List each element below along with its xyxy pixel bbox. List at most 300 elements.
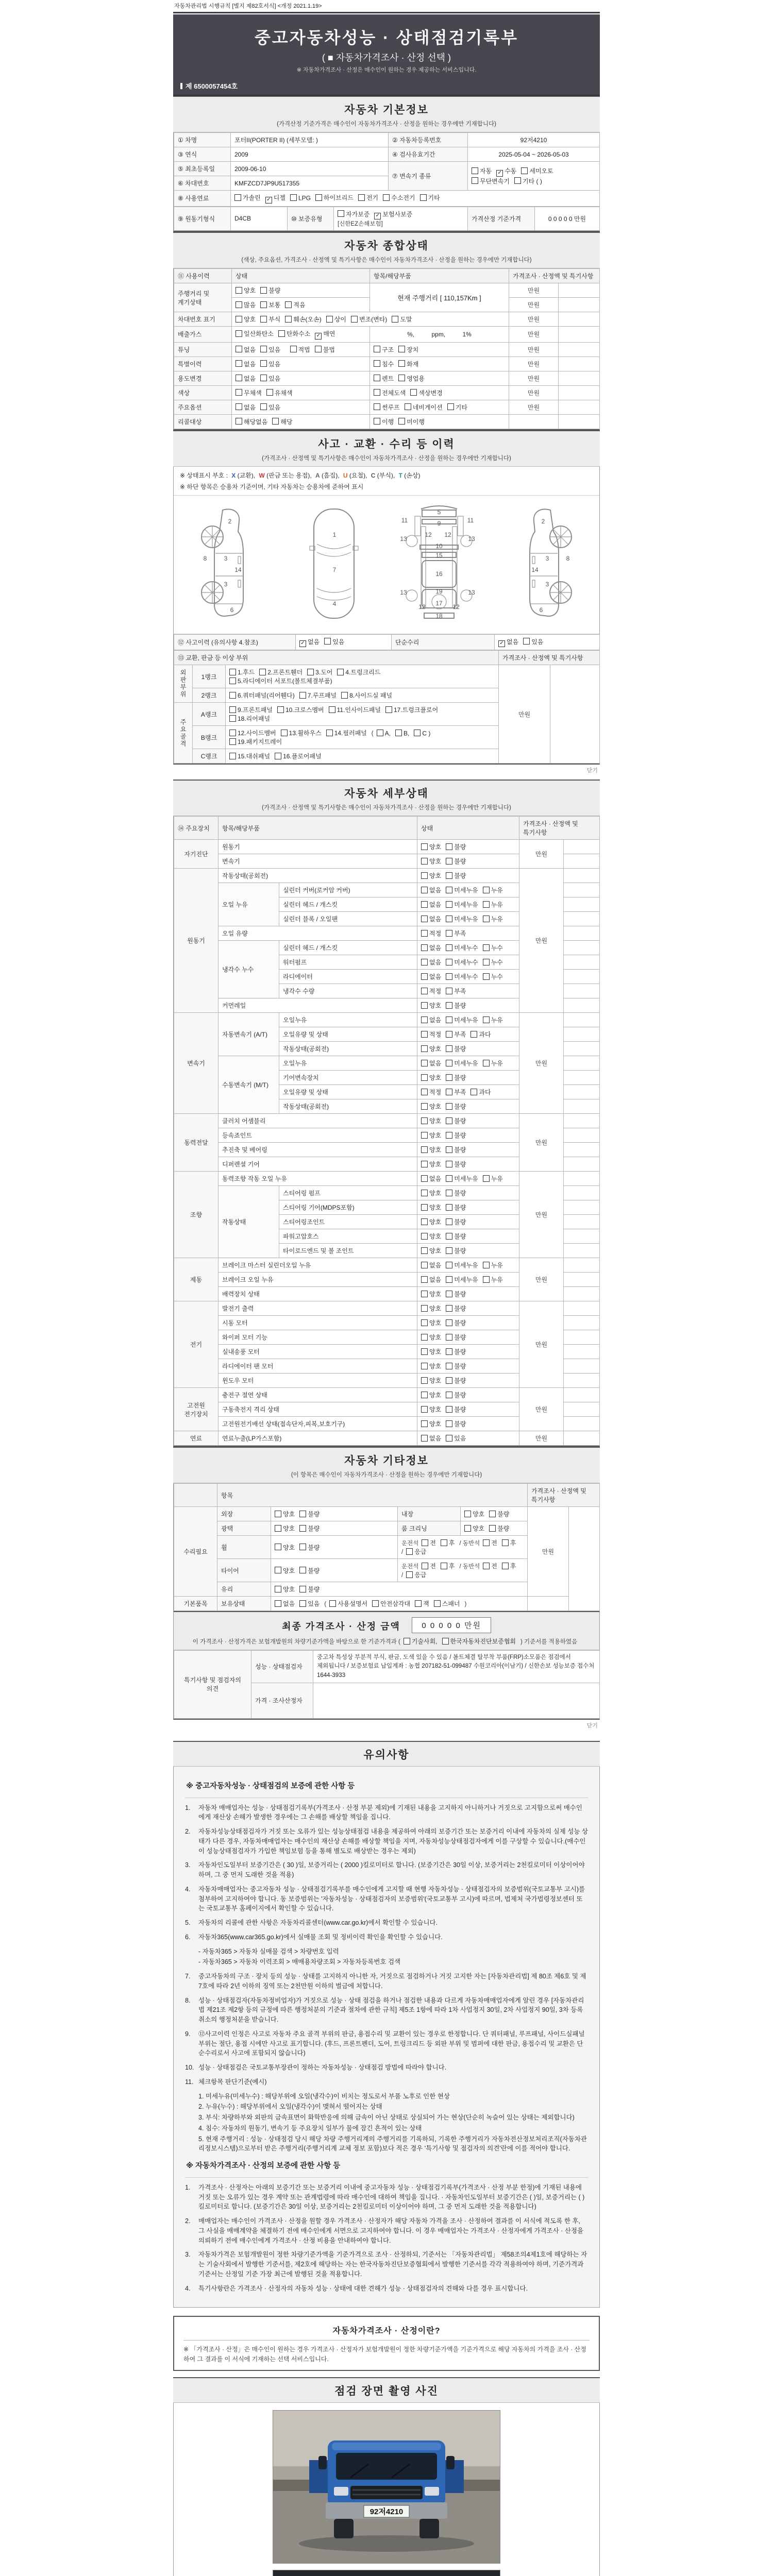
checkbox-기술사회,[interactable] bbox=[404, 1638, 410, 1645]
checkbox-2.프론트휀더[interactable] bbox=[259, 669, 266, 675]
checkbox-있음[interactable] bbox=[523, 638, 530, 645]
checkbox-불량[interactable] bbox=[446, 1392, 452, 1398]
checkbox-불량[interactable] bbox=[446, 1103, 452, 1110]
checkbox-누유[interactable] bbox=[483, 901, 490, 908]
notice-item-number: 1. bbox=[185, 2183, 191, 2191]
checkbox-후[interactable] bbox=[441, 1539, 447, 1546]
checkbox-양호[interactable] bbox=[421, 1132, 428, 1139]
checkbox-매연[interactable]: ✓ bbox=[315, 333, 322, 340]
checkbox-구조[interactable] bbox=[374, 346, 380, 352]
checkbox-양호[interactable] bbox=[421, 1161, 428, 1167]
checkbox-양호[interactable] bbox=[421, 1103, 428, 1110]
remark-cell bbox=[564, 897, 600, 912]
checkbox-양호[interactable] bbox=[275, 1525, 281, 1532]
checkbox-불량[interactable] bbox=[446, 1190, 452, 1196]
checkbox-5.라디에이터 서포트(볼트체결부품)[interactable] bbox=[229, 677, 236, 684]
document-number: 제 6500057454호 bbox=[180, 81, 593, 91]
checkbox-양호[interactable] bbox=[421, 1420, 428, 1427]
checkbox-8.사이드실 패널[interactable] bbox=[341, 692, 348, 699]
checkbox-option bbox=[229, 737, 282, 746]
item-group-label: 작동상태 bbox=[219, 1186, 279, 1258]
checkbox-장치[interactable] bbox=[398, 346, 405, 352]
checkbox-option bbox=[285, 315, 321, 324]
exterior-options bbox=[271, 1507, 398, 1521]
checkbox-불량[interactable] bbox=[446, 843, 452, 850]
notice-item-number: 9. bbox=[185, 2030, 191, 2038]
item-label: 스티어링 기어(MDPS포함) bbox=[279, 1200, 417, 1215]
checkbox-option bbox=[299, 1599, 320, 1608]
checkbox-양호[interactable] bbox=[421, 1204, 428, 1211]
legend-desc: (부식), bbox=[375, 471, 397, 479]
price-cell: 만원 bbox=[519, 1388, 564, 1431]
checkbox-적정[interactable] bbox=[421, 930, 428, 937]
checkbox-양호[interactable] bbox=[421, 1117, 428, 1124]
checkbox-불량[interactable] bbox=[299, 1586, 306, 1592]
checkbox-양호[interactable] bbox=[275, 1567, 281, 1573]
checkbox-사용설명서[interactable] bbox=[329, 1600, 336, 1607]
checkbox-양호[interactable] bbox=[421, 858, 428, 865]
checkbox-불량[interactable] bbox=[446, 872, 452, 879]
usage-change-options bbox=[232, 371, 370, 385]
checkbox-option bbox=[421, 1261, 441, 1269]
checkbox-option bbox=[421, 900, 441, 909]
checkbox-label: 누유 bbox=[491, 1060, 503, 1067]
checkbox-LPG[interactable] bbox=[290, 194, 297, 201]
legend-desc: (판금 또는 용접), bbox=[264, 471, 314, 479]
checkbox-불량[interactable] bbox=[446, 1247, 452, 1254]
checkbox-미세누수[interactable] bbox=[446, 944, 452, 951]
checkbox-미세누유[interactable] bbox=[446, 1060, 452, 1066]
item-label: 작동상태(공회전) bbox=[279, 1042, 417, 1056]
checkbox-option bbox=[441, 1538, 455, 1547]
checkbox-없음[interactable] bbox=[421, 901, 428, 908]
item-state-options bbox=[417, 1388, 519, 1402]
checkbox-양호[interactable] bbox=[464, 1525, 471, 1532]
checkbox-해당없음[interactable] bbox=[236, 418, 242, 425]
top-rule bbox=[173, 12, 600, 13]
checkbox-없음[interactable] bbox=[421, 916, 428, 922]
checkbox-응급[interactable] bbox=[406, 1571, 413, 1578]
checkbox-네비게이션[interactable] bbox=[405, 403, 411, 410]
checkbox-불량[interactable] bbox=[446, 1420, 452, 1427]
checkbox-미세누유[interactable] bbox=[446, 916, 452, 922]
checkbox-불량[interactable] bbox=[446, 1291, 452, 1297]
checkbox-있음[interactable] bbox=[299, 1600, 306, 1607]
checkbox-미세누유[interactable] bbox=[446, 1016, 452, 1023]
checkbox-양호[interactable] bbox=[421, 1247, 428, 1254]
checkbox-label: 양호 bbox=[283, 1544, 295, 1551]
checkbox-label: 썬루프 bbox=[382, 403, 400, 411]
checkbox-label: 없음 bbox=[429, 1060, 442, 1067]
checkbox-유채색[interactable] bbox=[266, 389, 273, 396]
checkbox-전[interactable] bbox=[483, 1539, 490, 1546]
checkbox-9.프론트패널[interactable] bbox=[229, 706, 236, 713]
checkbox-도말[interactable] bbox=[392, 316, 398, 323]
checkbox-색상변경[interactable] bbox=[410, 389, 417, 396]
checkbox-양호[interactable] bbox=[421, 843, 428, 850]
checkbox-화재[interactable] bbox=[398, 360, 405, 367]
checkbox-일산화탄소[interactable] bbox=[236, 330, 242, 337]
checkbox-option bbox=[472, 166, 492, 175]
checkbox-option bbox=[315, 345, 335, 354]
checkbox-없음[interactable] bbox=[421, 1175, 428, 1182]
checkbox-적정[interactable] bbox=[421, 1089, 428, 1095]
checkbox-부족[interactable] bbox=[446, 930, 452, 937]
checkbox-수소전기[interactable] bbox=[383, 194, 390, 201]
notice-item bbox=[185, 1918, 588, 1928]
table-row bbox=[174, 207, 600, 231]
table-row bbox=[174, 357, 600, 371]
notice-item-text: 성능 · 상태점검은 국토교통부장관이 정하는 자동차성능 · 상태점검 방법에 따라야 합니다. bbox=[198, 2064, 447, 2071]
checkbox-option bbox=[324, 637, 344, 646]
checkbox-누유[interactable] bbox=[483, 887, 490, 893]
checkbox-없음[interactable] bbox=[421, 887, 428, 893]
checkbox-미세누유[interactable] bbox=[446, 901, 452, 908]
checkbox-있음[interactable] bbox=[260, 360, 267, 367]
checkbox-불량[interactable] bbox=[446, 1363, 452, 1369]
item-label: 라디에이터 bbox=[279, 970, 417, 984]
checkbox-전체도색[interactable] bbox=[374, 389, 380, 396]
price-cell: 만원 bbox=[509, 312, 559, 327]
checkbox-침수[interactable] bbox=[374, 360, 380, 367]
checkbox-15.대쉬패널[interactable] bbox=[229, 753, 236, 759]
checkbox-없음[interactable] bbox=[236, 346, 242, 352]
item-label: 발전기 출력 bbox=[219, 1301, 417, 1316]
vin-mark-label: 차대번호 표기 bbox=[174, 312, 232, 327]
checkbox-18.리어패널[interactable] bbox=[229, 715, 236, 722]
checkbox-자동[interactable] bbox=[472, 167, 478, 174]
checkbox-1.후드[interactable] bbox=[229, 669, 236, 675]
remark-cell bbox=[564, 955, 600, 970]
checkbox-썬루프[interactable] bbox=[374, 403, 380, 410]
checkbox-누유[interactable] bbox=[483, 1016, 490, 1023]
checkbox-기타[interactable] bbox=[420, 194, 427, 201]
checkbox-불량[interactable] bbox=[446, 1348, 452, 1355]
checkbox-option bbox=[464, 1524, 484, 1533]
checkbox-label: 불량 bbox=[454, 858, 466, 865]
checkbox-19.패키지트레이[interactable] bbox=[229, 738, 236, 745]
checkbox-많음[interactable] bbox=[236, 301, 242, 308]
checkbox-부족[interactable] bbox=[446, 988, 452, 994]
section-notice-header: 유의사항 bbox=[173, 1741, 600, 1767]
checkbox-없음[interactable]: ✓ bbox=[498, 640, 505, 647]
checkbox-label: 적정 bbox=[429, 988, 442, 995]
checkbox-수동[interactable]: ✓ bbox=[496, 170, 503, 177]
checkbox-탄화수소[interactable] bbox=[278, 330, 285, 337]
checkbox-option bbox=[421, 1362, 441, 1370]
checkbox-13.휠하우스[interactable] bbox=[281, 730, 288, 736]
checkbox-이행[interactable] bbox=[374, 418, 380, 425]
checkbox-전기[interactable] bbox=[358, 194, 365, 201]
checkbox-누유[interactable] bbox=[483, 1060, 490, 1066]
checkbox-누유[interactable] bbox=[483, 1276, 490, 1283]
recall-label: 리콜대상 bbox=[174, 414, 232, 429]
holding-state-label: 보유상태 bbox=[217, 1597, 271, 1611]
checkbox-누유[interactable] bbox=[483, 916, 490, 922]
checkbox-11.인사이드패널[interactable] bbox=[329, 706, 335, 713]
checkbox-불량[interactable] bbox=[446, 1233, 452, 1240]
checkbox-불량[interactable] bbox=[446, 1334, 452, 1341]
checkbox-안전삼각대[interactable] bbox=[372, 1600, 379, 1607]
checkbox-4.트렁크리드[interactable] bbox=[337, 669, 344, 675]
checkbox-불량[interactable] bbox=[446, 1319, 452, 1326]
checkbox-불량[interactable] bbox=[446, 1074, 452, 1081]
checkbox-양호[interactable] bbox=[421, 872, 428, 879]
close-link[interactable]: 닫기 bbox=[586, 768, 598, 774]
checkbox-과다[interactable] bbox=[470, 1089, 477, 1095]
checkbox-해당[interactable] bbox=[272, 418, 279, 425]
checkbox-불량[interactable] bbox=[489, 1511, 496, 1517]
checkbox-없음[interactable]: ✓ bbox=[299, 640, 306, 647]
checkbox-양호[interactable] bbox=[275, 1586, 281, 1592]
checkbox-누수[interactable] bbox=[483, 944, 490, 951]
checkbox-label: 양호 bbox=[429, 1045, 442, 1053]
checkbox-양호[interactable] bbox=[275, 1544, 281, 1550]
checkbox-양호[interactable] bbox=[421, 1190, 428, 1196]
checkbox-없음[interactable] bbox=[421, 1276, 428, 1283]
checkbox-A,[interactable] bbox=[377, 730, 383, 736]
engine-type-label: ⑨ 원동기형식 bbox=[174, 207, 231, 231]
item-label: 클러치 어셈블리 bbox=[219, 1114, 417, 1128]
remark-cell bbox=[564, 1172, 600, 1186]
checkbox-3.도어[interactable] bbox=[307, 669, 314, 675]
checkbox-한국자동차진단보증협회[interactable] bbox=[442, 1638, 449, 1645]
checkbox-미세누수[interactable] bbox=[446, 959, 452, 965]
checkbox-없음[interactable] bbox=[421, 973, 428, 980]
checkbox-option bbox=[446, 1217, 466, 1226]
checkbox-불량[interactable] bbox=[299, 1525, 306, 1532]
checkbox-불량[interactable] bbox=[446, 1002, 452, 1009]
checkbox-C )[interactable] bbox=[414, 730, 421, 736]
checkbox-label: 불량 bbox=[454, 1348, 466, 1355]
table-row bbox=[174, 371, 600, 385]
checkbox-없음[interactable] bbox=[421, 944, 428, 951]
checkbox-양호[interactable] bbox=[421, 1377, 428, 1384]
checkbox-있음[interactable] bbox=[260, 403, 267, 410]
item-group-label: 수동변속기 (M/T) bbox=[219, 1056, 279, 1114]
checkbox-없음[interactable] bbox=[421, 959, 428, 965]
checkbox-label: 양호 bbox=[429, 1002, 442, 1009]
checkbox-양호[interactable] bbox=[464, 1511, 471, 1517]
checkbox-불량[interactable] bbox=[446, 1377, 452, 1384]
checkbox-불량[interactable] bbox=[446, 1132, 452, 1139]
checkbox-불량[interactable] bbox=[299, 1511, 306, 1517]
checkbox-적음[interactable] bbox=[285, 301, 292, 308]
checkbox-누유[interactable] bbox=[483, 1262, 490, 1268]
checkbox-양호[interactable] bbox=[421, 1334, 428, 1341]
checkbox-가솔린[interactable] bbox=[234, 194, 241, 201]
checkbox-기타 ( )[interactable] bbox=[514, 177, 521, 184]
checkbox-없음[interactable] bbox=[421, 1435, 428, 1442]
checkbox-부족[interactable] bbox=[446, 1031, 452, 1038]
item-label: 실린더 헤드 / 개스킷 bbox=[279, 897, 417, 912]
checkbox-option bbox=[414, 730, 430, 737]
checkbox-전[interactable] bbox=[422, 1539, 428, 1546]
checkbox-7.루프패널[interactable] bbox=[299, 692, 306, 699]
checkbox-양호[interactable] bbox=[236, 316, 242, 323]
checkbox-누수[interactable] bbox=[483, 973, 490, 980]
table-header-row bbox=[174, 1484, 600, 1507]
checkbox-누수[interactable] bbox=[483, 959, 490, 965]
checkbox-양호[interactable] bbox=[421, 1291, 428, 1297]
checkbox-미세누유[interactable] bbox=[446, 1175, 452, 1182]
checkbox-응급[interactable] bbox=[406, 1548, 413, 1555]
option-text: / 동반석 bbox=[459, 1540, 480, 1547]
checkbox-있음[interactable] bbox=[260, 375, 267, 381]
remark-cell bbox=[564, 1128, 600, 1143]
checkbox-훼손(오손)[interactable] bbox=[285, 316, 292, 323]
checkbox-무단변속기[interactable] bbox=[472, 177, 478, 184]
remark-cell bbox=[564, 1114, 600, 1128]
checkbox-12.사이드멤버[interactable] bbox=[229, 730, 236, 736]
checkbox-양호[interactable] bbox=[421, 1002, 428, 1009]
checkbox-label: C ) bbox=[422, 730, 431, 737]
checkbox-변조(변타)[interactable] bbox=[351, 316, 358, 323]
checkbox-6.쿼터패널(리어휀다)[interactable] bbox=[229, 692, 236, 699]
checkbox-양호[interactable] bbox=[421, 1074, 428, 1081]
checkbox-불량[interactable] bbox=[446, 1146, 452, 1153]
checkbox-하이브리드[interactable] bbox=[315, 194, 322, 201]
checkbox-불법[interactable] bbox=[315, 346, 322, 352]
checkbox-후[interactable] bbox=[441, 1563, 447, 1569]
checkbox-디젤[interactable]: ✓ bbox=[265, 197, 272, 204]
checkbox-14.필러패널[interactable] bbox=[326, 730, 333, 736]
close-link[interactable]: 닫기 bbox=[586, 1722, 598, 1729]
checkbox-영업용[interactable] bbox=[398, 375, 405, 381]
option-text: ) 기준서를 적용하였음 bbox=[520, 1639, 578, 1645]
checkbox-없음[interactable] bbox=[236, 360, 242, 367]
checkbox-없음[interactable] bbox=[275, 1600, 281, 1607]
checkbox-적법[interactable] bbox=[290, 346, 297, 352]
checkbox-미세누수[interactable] bbox=[446, 973, 452, 980]
checkbox-후[interactable] bbox=[502, 1539, 509, 1546]
checkbox-불량[interactable] bbox=[299, 1567, 306, 1573]
checkbox-있음[interactable] bbox=[446, 1435, 452, 1442]
checkbox-과다[interactable] bbox=[470, 1031, 477, 1038]
svg-text:3: 3 bbox=[545, 554, 549, 562]
remark-cell bbox=[569, 1507, 600, 1611]
truck-front-photo bbox=[273, 2410, 500, 2564]
device-label: 고전원 전기장치 bbox=[174, 1388, 219, 1431]
checkbox-미세누유[interactable] bbox=[446, 1276, 452, 1283]
checkbox-label: 4.트렁크리드 bbox=[345, 669, 381, 676]
checkbox-16.플로어패널[interactable] bbox=[275, 753, 281, 759]
checkbox-양호[interactable] bbox=[421, 1146, 428, 1153]
notice-item-number: 11. bbox=[185, 2078, 194, 2086]
remark-cell bbox=[559, 327, 600, 343]
checkbox-없음[interactable] bbox=[236, 403, 242, 410]
checkbox-label: 12.사이드멤버 bbox=[238, 730, 276, 737]
checkbox-불량[interactable] bbox=[446, 1117, 452, 1124]
checkbox-label: 보통 bbox=[268, 301, 281, 309]
notice-item bbox=[185, 2063, 588, 2073]
checkbox-불량[interactable] bbox=[446, 1204, 452, 1211]
checkbox-있음[interactable] bbox=[324, 638, 331, 645]
checkbox-미세누유[interactable] bbox=[446, 1262, 452, 1268]
checkbox-부족[interactable] bbox=[446, 1089, 452, 1095]
checkbox-불량[interactable] bbox=[260, 287, 267, 294]
checkbox-무채색[interactable] bbox=[236, 389, 242, 396]
checkbox-없음[interactable] bbox=[421, 1262, 428, 1268]
checkbox-불량[interactable] bbox=[446, 1305, 452, 1312]
item-state-options bbox=[417, 1301, 519, 1316]
checkbox-양호[interactable] bbox=[421, 1233, 428, 1240]
car-side-left-diagram bbox=[182, 503, 276, 624]
checkbox-label: 없음 bbox=[429, 959, 442, 966]
checkbox-보험사보증[interactable]: ✓ bbox=[374, 213, 381, 219]
checkbox-불량[interactable] bbox=[446, 1161, 452, 1167]
checkbox-label: 보험사보증 bbox=[382, 210, 413, 218]
checkbox-기타[interactable] bbox=[447, 403, 454, 410]
special-history-type-options bbox=[370, 357, 509, 371]
checkbox-label: 응급 bbox=[414, 1548, 427, 1555]
checkbox-스패너[interactable] bbox=[434, 1600, 441, 1607]
checkbox-양호[interactable] bbox=[421, 1363, 428, 1369]
checkbox-전[interactable] bbox=[483, 1563, 490, 1569]
checkbox-불량[interactable] bbox=[489, 1525, 496, 1532]
checkbox-불량[interactable] bbox=[446, 1406, 452, 1413]
notice-item bbox=[185, 2077, 588, 2087]
info-box-body: ※ 「가격조사 · 산정」은 매수인이 원하는 경우 가격조사 · 산정자가 보험개발원이 정한 차량기준가액을 기준가격으로 해당 자동차의 가격을 조사 · 산정하여 그 결과를 이 서식에 기재하는 선택 서비스입니다. bbox=[183, 2346, 586, 2363]
checkbox-B,[interactable] bbox=[395, 730, 402, 736]
checkbox-option bbox=[351, 315, 387, 324]
checkbox-없음[interactable] bbox=[421, 1016, 428, 1023]
inspection-period-label: ④ 검사유효기간 bbox=[389, 147, 468, 162]
checkbox-불량[interactable] bbox=[446, 1218, 452, 1225]
notice-item-number: 3. bbox=[185, 1861, 191, 1869]
checkbox-양호[interactable] bbox=[275, 1511, 281, 1517]
checkbox-label: 양호 bbox=[429, 1319, 442, 1327]
checkbox-불량[interactable] bbox=[446, 1045, 452, 1052]
checkbox-label: 부식 bbox=[268, 316, 281, 323]
checkbox-불량[interactable] bbox=[446, 858, 452, 865]
checkbox-양호[interactable] bbox=[421, 1348, 428, 1355]
checkbox-없음[interactable] bbox=[421, 1060, 428, 1066]
checkbox-누유[interactable] bbox=[483, 1175, 490, 1182]
remark-cell bbox=[550, 665, 600, 764]
checkbox-보통[interactable] bbox=[260, 301, 267, 308]
table-row bbox=[174, 1651, 600, 1683]
checkbox-10.크로스멤버[interactable] bbox=[277, 706, 284, 713]
checkbox-후[interactable] bbox=[502, 1563, 509, 1569]
checkbox-양호[interactable] bbox=[421, 1319, 428, 1326]
checkbox-있음[interactable] bbox=[260, 346, 267, 352]
checkbox-세미오토[interactable] bbox=[521, 167, 528, 174]
checkbox-양호[interactable] bbox=[421, 1045, 428, 1052]
checkbox-없음[interactable] bbox=[236, 375, 242, 381]
checkbox-적정[interactable] bbox=[421, 1031, 428, 1038]
checkbox-양호[interactable] bbox=[421, 1392, 428, 1398]
checkbox-불량[interactable] bbox=[299, 1544, 306, 1550]
checkbox-양호[interactable] bbox=[421, 1305, 428, 1312]
checkbox-렌트[interactable] bbox=[374, 375, 380, 381]
checkbox-적정[interactable] bbox=[421, 988, 428, 994]
checkbox-양호[interactable] bbox=[421, 1218, 428, 1225]
checkbox-양호[interactable] bbox=[236, 287, 242, 294]
checkbox-미세누유[interactable] bbox=[446, 887, 452, 893]
checkbox-상이[interactable] bbox=[326, 316, 333, 323]
legend-code-X: X bbox=[231, 471, 236, 479]
checkbox-option bbox=[398, 417, 425, 426]
checkbox-양호[interactable] bbox=[421, 1406, 428, 1413]
checkbox-전[interactable] bbox=[422, 1563, 428, 1569]
svg-text:4: 4 bbox=[332, 600, 337, 607]
checkbox-잭[interactable] bbox=[415, 1600, 422, 1607]
checkbox-부식[interactable] bbox=[260, 316, 267, 323]
checkbox-미이행[interactable] bbox=[398, 418, 405, 425]
checkbox-17.트렁크플로어[interactable] bbox=[385, 706, 392, 713]
checkbox-자가보증[interactable] bbox=[338, 210, 344, 217]
